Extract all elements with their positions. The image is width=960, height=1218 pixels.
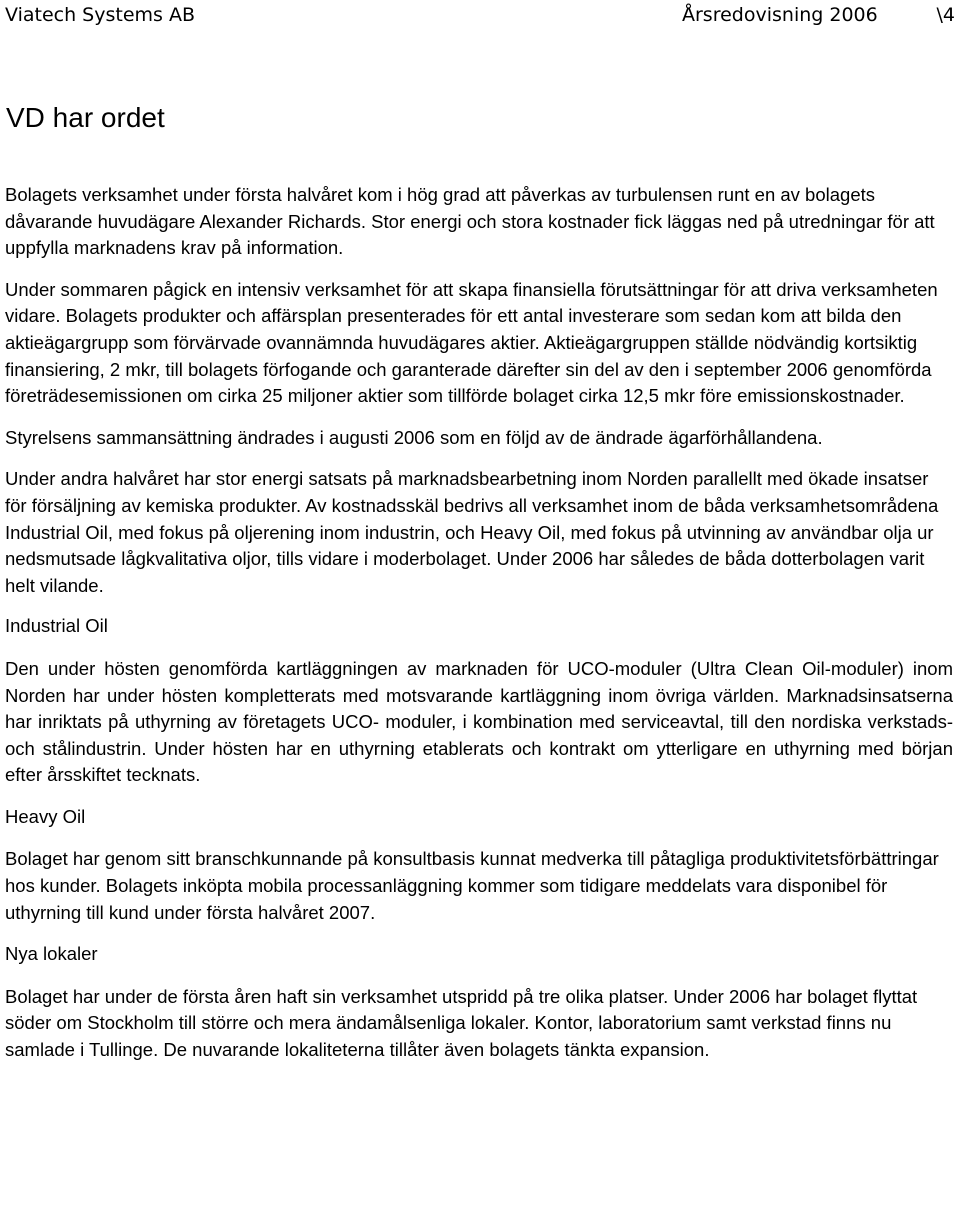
paragraph-financing: Under sommaren pågick en intensiv verksamhet för att skapa finansiella förutsättningar för att driva verksamheten vidare. Bolagets produkter och affärsplan presenterades för ett antal investerare som sedan kom att bilda den aktieägargrupp som förvärvade ovannämnda huvudägares aktier. Aktieägargruppen ställde nödvändig kortsiktig finansiering, 2 mkr, till bolagets förfogande och garanterade därefter sin del av den i september 2006 genomförda företrädesemissionen om cirka 25 miljoner aktier som tillförde bolaget cirka 12,5 mkr före emissionskostnader. bbox=[5, 278, 938, 407]
document-body bbox=[5, 182, 953, 1079]
page-title: VD har ordet bbox=[6, 102, 165, 133]
section-heading-nya-lokaler: Nya lokaler bbox=[5, 943, 98, 965]
section-text-nya-lokaler: Bolaget har under de första åren haft sin verksamhet utspridd på tre olika platser. Under 2006 har bolaget flyttat söder om Stockholm till större och mera ändamålsenliga lokaler. Kontor, laboratorium samt verkstad finns nu samlade i Tullinge. De nuvarande lokaliteterna tillåter även bolagets tänkta expansion. bbox=[5, 985, 918, 1061]
paragraph-board: Styrelsens sammansättning ändrades i augusti 2006 som en följd av de ändrade ägarförhållandena. bbox=[5, 426, 823, 448]
company-name: Viatech Systems AB bbox=[5, 4, 195, 26]
section-text-heavy-oil: Bolaget har genom sitt branschkunnande på konsultbasis kunnat medverka till påtagliga produktivitetsförbättringar hos kunder. Bolagets inköpta mobila processanläggning kommer som tidigare meddelats vara disponibel för uthyrning till kund under första halvåret 2007. bbox=[5, 848, 939, 923]
section-text-industrial-oil: Den under hösten genomförda kartläggningen av marknaden för UCO-moduler (Ultra Clean Oil-moduler) inom Norden har under hösten kompletterats med motsvarande kartläggning inom övriga världen. Marknadsinsatserna har inriktats på uthyrning av företagets UCO- moduler, i kombination med serviceavtal, till den nordiska verkstads- och stålindustrin. Under hösten har en uthyrning etablerats och kontrakt om ytterligare en uthyrning med början efter årsskiftet tecknats. bbox=[5, 657, 953, 786]
section-heading-heavy-oil: Heavy Oil bbox=[5, 805, 86, 827]
page-number: \4 bbox=[936, 4, 955, 26]
report-title: Årsredovisning 2006 bbox=[682, 4, 878, 26]
paragraph-second-half: Under andra halvåret har stor energi satsats på marknadsbearbetning inom Norden parallellt med ökade insatser för försäljning av kemiska produkter. Av kostnadsskäl bedrivs all verksamhet inom de båda verksamhetsområdena Industrial Oil, med fokus på oljerening inom industrin, och Heavy Oil, med fokus på utvinning av användbar olja ur nedsmutsade lågkvalitativa oljor, tills vidare i moderbolaget. Under 2006 har således de båda dotterbolagen varit helt vilande. bbox=[5, 468, 939, 596]
page-header bbox=[5, 2, 955, 28]
section-heading-industrial-oil: Industrial Oil bbox=[5, 615, 108, 637]
paragraph-intro: Bolagets verksamhet under första halvåret kom i hög grad att påverkas av turbulensen runt en av bolagets dåvarande huvudägare Alexander Richards. Stor energi och stora kostnader fick läggas ned på utredningar för att uppfylla marknadens krav på information. bbox=[5, 184, 935, 259]
